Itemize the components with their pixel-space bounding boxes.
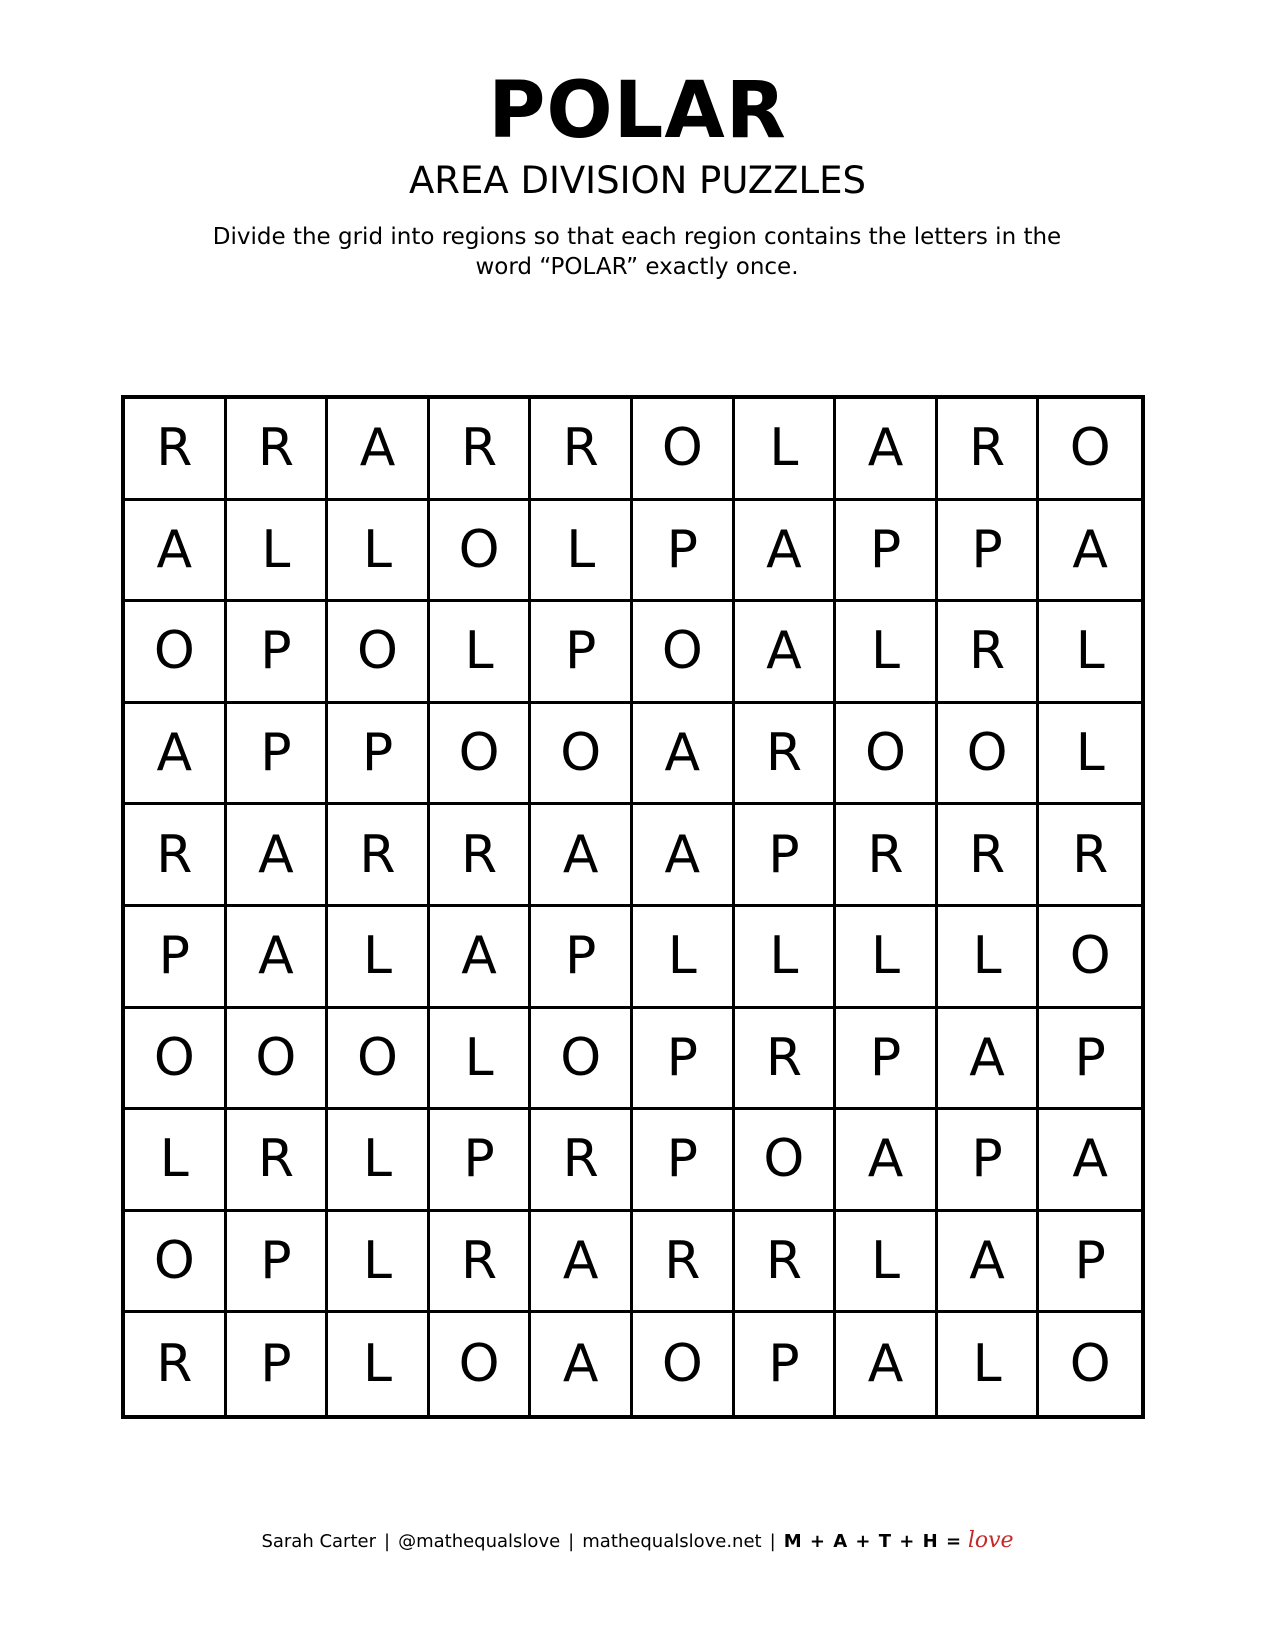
grid-cell: A — [531, 805, 633, 907]
grid-cell: O — [430, 501, 532, 603]
grid-cell: L — [430, 602, 532, 704]
grid-cell: A — [735, 501, 837, 603]
grid-cell: P — [531, 907, 633, 1009]
grid-cell: R — [531, 399, 633, 501]
grid-cell: O — [125, 602, 227, 704]
grid-cell: P — [227, 704, 329, 806]
grid-cell: O — [531, 1009, 633, 1111]
instructions-line-1: Divide the grid into regions so that each region contains the letters in the — [212, 224, 1062, 250]
grid-cell: P — [633, 1110, 735, 1212]
grid-cell: L — [836, 1212, 938, 1314]
grid-cell: L — [430, 1009, 532, 1111]
grid-cell: A — [633, 805, 735, 907]
grid-cell: P — [836, 1009, 938, 1111]
grid-cell: O — [633, 399, 735, 501]
grid-cell: A — [938, 1212, 1040, 1314]
page-subtitle: AREA DIVISION PUZZLES — [409, 159, 866, 202]
grid-cell: O — [633, 1313, 735, 1415]
grid-cell: P — [227, 1313, 329, 1415]
grid-cell: A — [531, 1212, 633, 1314]
grid-cell: A — [836, 1313, 938, 1415]
grid-cell: R — [430, 805, 532, 907]
grid-cell: P — [328, 704, 430, 806]
grid-cell: R — [633, 1212, 735, 1314]
grid-cell: R — [735, 704, 837, 806]
grid-cell: L — [531, 501, 633, 603]
grid-cell: P — [938, 501, 1040, 603]
grid-cell: O — [125, 1009, 227, 1111]
grid-cell: P — [1039, 1009, 1141, 1111]
grid-cell: P — [227, 1212, 329, 1314]
grid-cell: A — [938, 1009, 1040, 1111]
grid-cell: R — [1039, 805, 1141, 907]
footer-handle: @mathequalslove — [398, 1531, 561, 1552]
grid-cell: P — [125, 907, 227, 1009]
page-title: POLAR — [488, 66, 787, 156]
grid-cell: P — [735, 805, 837, 907]
grid-cell: A — [125, 501, 227, 603]
grid-cell: L — [328, 1313, 430, 1415]
grid-cell: R — [227, 1110, 329, 1212]
grid-cell: O — [531, 704, 633, 806]
grid-cell: L — [1039, 602, 1141, 704]
grid-cell: L — [328, 501, 430, 603]
grid-cell: O — [836, 704, 938, 806]
grid-cell: A — [227, 907, 329, 1009]
grid-cell: L — [328, 1110, 430, 1212]
grid-cell: P — [735, 1313, 837, 1415]
grid-cell: R — [938, 399, 1040, 501]
grid-cell: P — [531, 602, 633, 704]
instructions-line-2: word “POLAR” exactly once. — [475, 254, 799, 280]
grid-cell: L — [1039, 704, 1141, 806]
grid-cell: P — [430, 1110, 532, 1212]
grid-cell: R — [836, 805, 938, 907]
grid-cell: P — [633, 1009, 735, 1111]
grid-cell: O — [735, 1110, 837, 1212]
grid-cell: P — [1039, 1212, 1141, 1314]
grid-cell: O — [430, 1313, 532, 1415]
footer-website: mathequalslove.net — [582, 1531, 762, 1552]
footer-author: Sarah Carter — [261, 1531, 376, 1552]
grid-cell: R — [938, 602, 1040, 704]
grid-cell: L — [836, 602, 938, 704]
grid-cell: A — [633, 704, 735, 806]
grid-cell: R — [735, 1009, 837, 1111]
footer-brand-logo: M + A + T + H = — [783, 1531, 963, 1552]
grid-cell: L — [735, 399, 837, 501]
grid-cell: A — [1039, 501, 1141, 603]
grid-cell: P — [227, 602, 329, 704]
grid-cell: A — [836, 399, 938, 501]
grid-cell: L — [938, 907, 1040, 1009]
grid-cell: R — [531, 1110, 633, 1212]
grid-cell: L — [328, 907, 430, 1009]
grid-cell: P — [836, 501, 938, 603]
grid-cell: R — [227, 399, 329, 501]
grid-cell: L — [125, 1110, 227, 1212]
grid-cell: O — [1039, 399, 1141, 501]
grid-cell: L — [328, 1212, 430, 1314]
grid-cell: L — [227, 501, 329, 603]
grid-cell: L — [836, 907, 938, 1009]
instructions — [187, 222, 1087, 282]
grid-cell: R — [430, 1212, 532, 1314]
grid-cell: O — [125, 1212, 227, 1314]
grid-cell: O — [1039, 907, 1141, 1009]
grid-cell: O — [328, 1009, 430, 1111]
grid-cell: P — [633, 501, 735, 603]
footer-separator: | — [568, 1531, 575, 1552]
grid-cell: R — [328, 805, 430, 907]
footer — [0, 1528, 1275, 1555]
grid-cell: O — [430, 704, 532, 806]
grid-cell: A — [735, 602, 837, 704]
grid-cell: O — [1069, 1334, 1111, 1395]
grid-cell: A — [531, 1313, 633, 1415]
grid-cell: R — [430, 399, 532, 501]
grid-cell: P — [938, 1110, 1040, 1212]
grid-cell: R — [125, 399, 227, 501]
grid-cell: R — [125, 805, 227, 907]
grid-cell: R — [125, 1313, 227, 1415]
grid-cell: A — [125, 704, 227, 806]
grid-cell: O — [328, 602, 430, 704]
grid-cell: A — [430, 907, 532, 1009]
grid-cell: O — [633, 602, 735, 704]
grid-cell: R — [938, 805, 1040, 907]
grid-cell: A — [227, 805, 329, 907]
grid-cell: A — [328, 399, 430, 501]
grid-cell: A — [1039, 1110, 1141, 1212]
footer-brand-love: love — [967, 1528, 1014, 1553]
grid-cell: O — [227, 1009, 329, 1111]
grid-cell: R — [735, 1212, 837, 1314]
footer-separator: | — [384, 1531, 391, 1552]
grid-cell: L — [938, 1313, 1040, 1415]
grid-cell: A — [836, 1110, 938, 1212]
grid-cell: L — [735, 907, 837, 1009]
puzzle-grid — [121, 395, 1145, 1419]
grid-cell: L — [633, 907, 735, 1009]
footer-separator: | — [769, 1531, 776, 1552]
grid-cell: O — [938, 704, 1040, 806]
